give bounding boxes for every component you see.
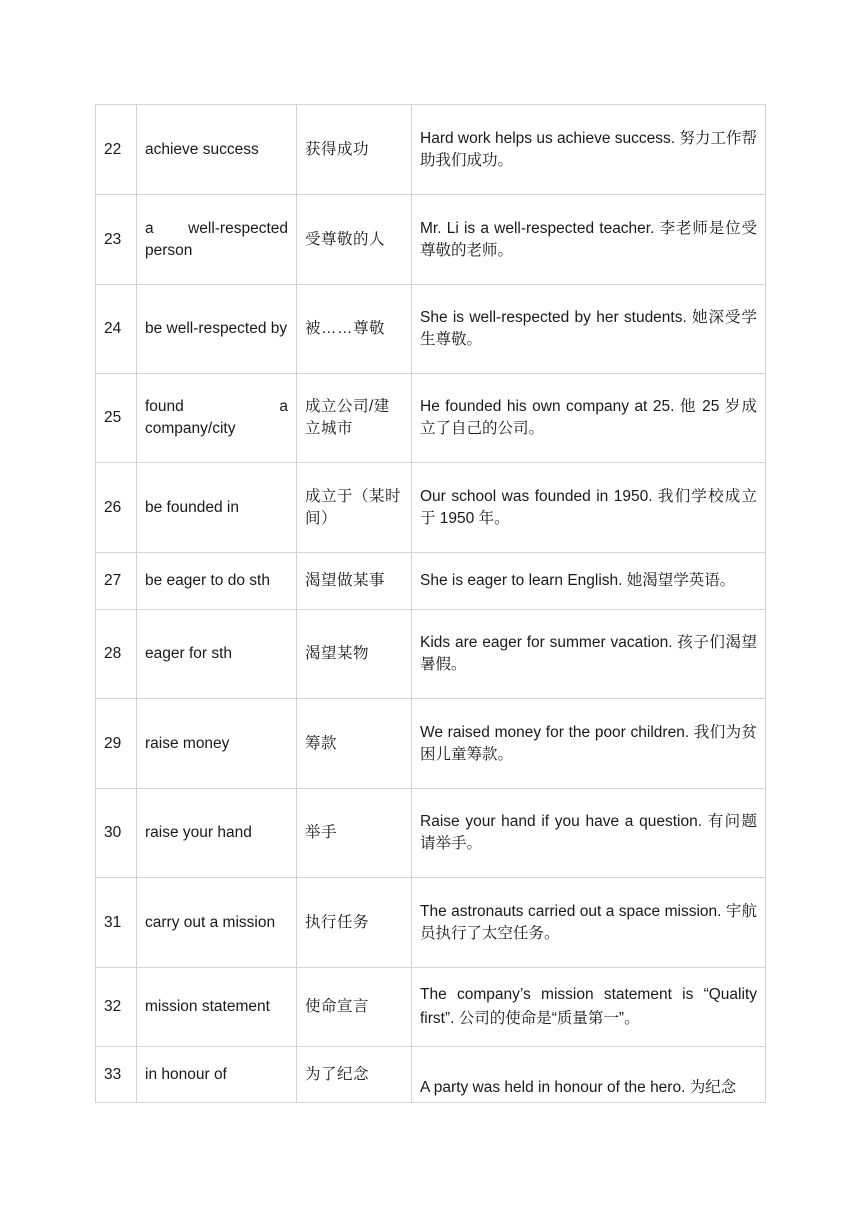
- row-number: 23: [96, 195, 137, 285]
- example-cell: He founded his own company at 25. 他 25 岁成立了自己的公司。: [412, 374, 766, 463]
- meaning-cell: 被……尊敬: [297, 285, 412, 374]
- example-cell: Hard work helps us achieve success. 努力工作帮助我们成功。: [412, 105, 766, 195]
- row-number: 26: [96, 463, 137, 553]
- row-number: 32: [96, 968, 137, 1047]
- table-row: [96, 463, 766, 553]
- row-number: 22: [96, 105, 137, 195]
- example-cell: The astronauts carried out a space mission. 宇航员执行了太空任务。: [412, 878, 766, 968]
- row-number: 25: [96, 374, 137, 463]
- table-row: [96, 699, 766, 789]
- table-row: [96, 553, 766, 610]
- row-number: 31: [96, 878, 137, 968]
- row-number: 29: [96, 699, 137, 789]
- meaning-cell: 为了纪念: [297, 1047, 412, 1103]
- example-cell: A party was held in honour of the hero. 为纪念: [412, 1047, 766, 1103]
- phrase-cell: eager for sth: [137, 610, 297, 699]
- table-row: [96, 195, 766, 285]
- example-cell: Raise your hand if you have a question. 有问题请举手。: [412, 789, 766, 878]
- meaning-cell: 筹款: [297, 699, 412, 789]
- meaning-cell: 举手: [297, 789, 412, 878]
- phrase-cell: achieve success: [137, 105, 297, 195]
- phrase-cell: be well-respected by: [137, 285, 297, 374]
- phrase-cell: be founded in: [137, 463, 297, 553]
- phrase-cell: raise money: [137, 699, 297, 789]
- meaning-cell: 渴望做某事: [297, 553, 412, 610]
- table-row: [96, 285, 766, 374]
- row-number: 30: [96, 789, 137, 878]
- table-row: [96, 105, 766, 195]
- phrase-cell: be eager to do sth: [137, 553, 297, 610]
- row-number: 33: [96, 1047, 137, 1103]
- example-cell: She is eager to learn English. 她渴望学英语。: [412, 553, 766, 610]
- table-row: [96, 789, 766, 878]
- phrase-cell: carry out a mission: [137, 878, 297, 968]
- meaning-cell: 成立于（某时间）: [297, 463, 412, 553]
- example-cell: Kids are eager for summer vacation. 孩子们渴望暑假。: [412, 610, 766, 699]
- meaning-cell: 获得成功: [297, 105, 412, 195]
- meaning-cell: 执行任务: [297, 878, 412, 968]
- table-row: [96, 374, 766, 463]
- table-row: [96, 1047, 766, 1103]
- example-cell: Mr. Li is a well-respected teacher. 李老师是位受尊敬的老师。: [412, 195, 766, 285]
- row-number: 27: [96, 553, 137, 610]
- example-cell: We raised money for the poor children. 我们为贫困儿童筹款。: [412, 699, 766, 789]
- example-cell: Our school was founded in 1950. 我们学校成立于 1950 年。: [412, 463, 766, 553]
- vocabulary-table: [95, 104, 766, 1103]
- table-row: [96, 878, 766, 968]
- phrase-cell: in honour of: [137, 1047, 297, 1103]
- phrase-cell: a well-respected person: [137, 195, 297, 285]
- table-row: [96, 968, 766, 1047]
- example-cell: She is well-respected by her students. 她深受学生尊敬。: [412, 285, 766, 374]
- meaning-cell: 受尊敬的人: [297, 195, 412, 285]
- meaning-cell: 渴望某物: [297, 610, 412, 699]
- phrase-cell: mission statement: [137, 968, 297, 1047]
- row-number: 24: [96, 285, 137, 374]
- phrase-cell: found a company/city: [137, 374, 297, 463]
- meaning-cell: 成立公司/建立城市: [297, 374, 412, 463]
- row-number: 28: [96, 610, 137, 699]
- meaning-cell: 使命宣言: [297, 968, 412, 1047]
- example-cell: The company’s mission statement is “Quality first”. 公司的使命是“质量第一”。: [412, 968, 766, 1047]
- phrase-cell: raise your hand: [137, 789, 297, 878]
- table-row: [96, 610, 766, 699]
